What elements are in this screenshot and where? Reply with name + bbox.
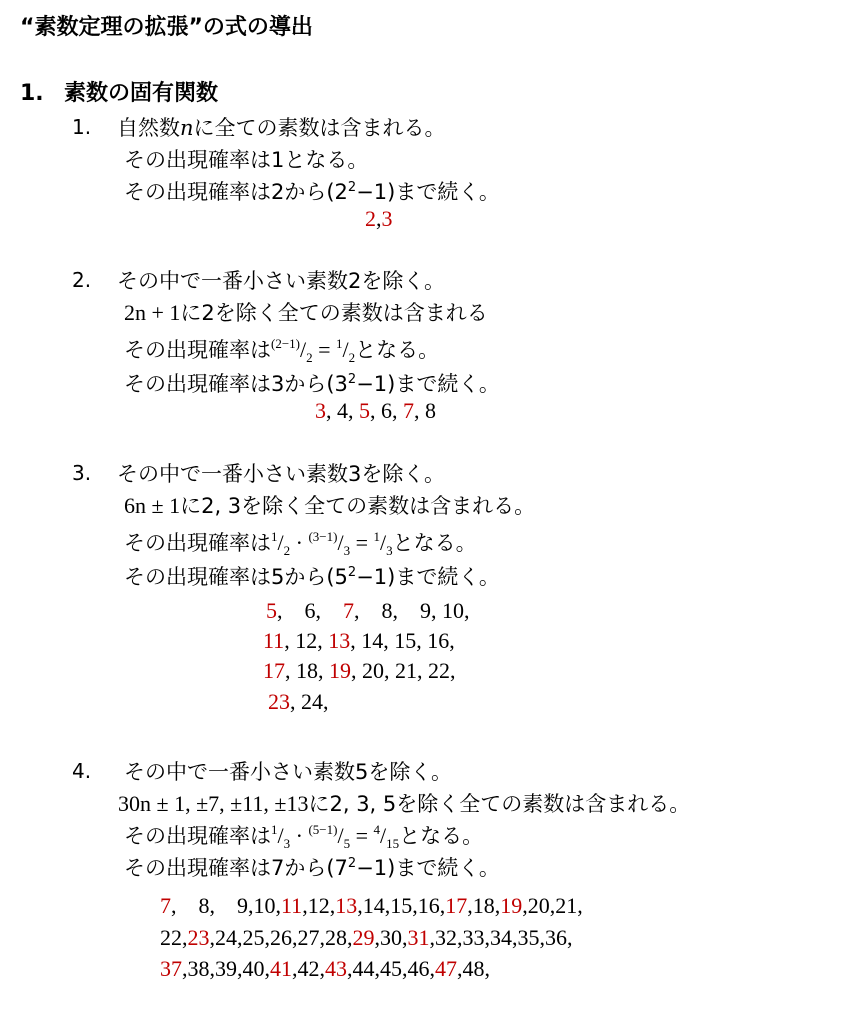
item-3-condition	[124, 490, 535, 520]
prime-number: 3	[381, 206, 393, 231]
separator: ,	[209, 893, 237, 918]
exponent: 2	[347, 180, 357, 195]
separator: ,	[567, 925, 573, 950]
item-4-row	[160, 925, 573, 951]
prime-number: 31	[407, 925, 430, 950]
separator: ,	[374, 925, 380, 950]
composite-number: 15	[394, 628, 417, 653]
composite-number: 38	[187, 956, 210, 981]
item-4-number: 4.	[72, 759, 92, 783]
separator: ,	[350, 628, 362, 653]
composite-number: 6	[381, 398, 392, 423]
separator: ,	[429, 956, 435, 981]
separator: ,	[319, 956, 325, 981]
separator: ,	[539, 925, 545, 950]
denominator: 2	[283, 543, 291, 558]
prime-number: 3	[315, 398, 326, 423]
page-title: “素数定理の拡張”の式の導出	[20, 15, 313, 40]
composite-number: 12	[295, 628, 318, 653]
composite-number: 46	[407, 956, 430, 981]
separator: ,	[182, 925, 188, 950]
separator: ,	[326, 398, 337, 423]
prime-number: 5	[266, 598, 277, 623]
separator: ,	[318, 658, 329, 683]
prime-number: 43	[325, 956, 347, 981]
separator: ,	[237, 925, 243, 950]
separator: ,	[264, 956, 270, 981]
equals: =	[312, 337, 337, 362]
formula: 6n ± 1	[124, 493, 181, 518]
prob-text: となる。	[355, 338, 440, 362]
condition-text: に2, 3を除く全ての素数は含まれる。	[180, 494, 536, 518]
range-text: その出現確率は7から(7	[124, 856, 348, 880]
composite-number: 48	[462, 956, 485, 981]
prime-number: 29	[352, 925, 375, 950]
separator: ,	[209, 956, 215, 981]
separator: ,	[450, 658, 456, 683]
denominator: 15	[386, 836, 400, 851]
separator: ,	[292, 956, 298, 981]
numerator: (5−1)	[308, 822, 338, 837]
prime-number: 17	[263, 658, 285, 683]
prime-number: 19	[329, 658, 351, 683]
item-3-probability	[124, 527, 477, 559]
separator: ,	[182, 956, 188, 981]
composite-number: 4	[337, 398, 348, 423]
composite-number: 24	[215, 925, 237, 950]
separator: ,	[323, 689, 329, 714]
composite-number: 22	[160, 925, 182, 950]
separator: ,	[392, 598, 420, 623]
composite-number: 34	[490, 925, 512, 950]
numerator: (2−1)	[271, 336, 300, 351]
composite-number: 24	[301, 689, 323, 714]
separator: ,	[414, 398, 425, 423]
item-3-range	[124, 561, 500, 591]
prob-text: となる。	[399, 824, 484, 848]
composite-number: 27	[297, 925, 320, 950]
item-2-range	[124, 368, 500, 398]
item-2-probability	[124, 334, 439, 366]
composite-number: 18	[296, 658, 318, 683]
prime-number: 13	[335, 893, 358, 918]
fraction: $^1/_3 \cdot ^{(5-1)}/_5 = ^4/_{15}$	[271, 822, 400, 851]
range-text: −1)まで続く。	[356, 565, 500, 589]
separator: ,	[376, 206, 382, 231]
separator: ,	[431, 598, 442, 623]
denominator: 3	[386, 543, 393, 558]
prime-number: 23	[268, 689, 290, 714]
separator: ,	[329, 893, 336, 918]
composite-number: 21	[395, 658, 417, 683]
item-1-range	[124, 176, 500, 206]
separator: ,	[449, 628, 455, 653]
prime-number: 13	[328, 628, 351, 653]
composite-number: 12	[307, 893, 330, 918]
composite-number: 6	[304, 598, 316, 623]
composite-number: 26	[270, 925, 292, 950]
separator: ,	[467, 893, 473, 918]
item-4-row	[160, 956, 490, 982]
composite-number: 30	[380, 925, 402, 950]
composite-number: 32	[435, 925, 457, 950]
separator: ,	[457, 956, 463, 981]
prob-text: その出現確率は	[124, 338, 271, 362]
composite-number: 9	[420, 598, 431, 623]
dot: ·	[290, 530, 309, 555]
section-title: 素数の固有関数	[64, 81, 219, 106]
condition-text: に2を除く全ての素数は含まれる	[180, 301, 488, 325]
section-number: 1.	[20, 81, 44, 106]
separator: ,	[348, 398, 359, 423]
range-text: −1)まで続く。	[356, 180, 500, 204]
separator: ,	[347, 925, 353, 950]
section-heading	[20, 76, 218, 107]
separator: ,	[317, 628, 329, 653]
composite-number: 16	[417, 893, 440, 918]
separator: ,	[351, 658, 362, 683]
item-2-sequence	[315, 398, 436, 424]
separator: ,	[354, 598, 382, 623]
exponent: 2	[347, 565, 357, 580]
item-3-row	[266, 598, 470, 624]
item-4-probability	[124, 820, 483, 852]
separator: ,	[302, 893, 308, 918]
prime-number: 23	[187, 925, 210, 950]
separator: ,	[264, 925, 270, 950]
separator: ,	[277, 598, 305, 623]
denominator: 3	[283, 836, 291, 851]
range-text: その出現確率は2から(2	[124, 180, 348, 204]
composite-number: 35	[517, 925, 540, 950]
item-1-sequence	[365, 206, 393, 232]
denominator: 2	[348, 350, 356, 365]
prime-number: 11	[281, 893, 303, 918]
prime-number: 47	[435, 956, 457, 981]
formula: 2n + 1	[124, 300, 181, 325]
composite-number: 10	[442, 598, 464, 623]
numerator: 1	[271, 822, 278, 837]
prime-number: 7	[343, 598, 354, 623]
prime-number: 41	[270, 956, 292, 981]
numerator: 1	[373, 529, 380, 544]
composite-number: 8	[198, 893, 210, 918]
separator: ,	[577, 893, 583, 918]
item-2-heading: その中で一番小さい素数2を除く。	[117, 269, 445, 293]
fraction: $^{(2-1)}/_2 = ^1/_2$	[271, 336, 356, 365]
composite-number: 8	[425, 398, 436, 423]
separator: ,	[357, 893, 363, 918]
denominator: 3	[343, 543, 351, 558]
range-text: その出現確率は5から(5	[124, 565, 348, 589]
denominator: 2	[306, 350, 313, 365]
separator: ,	[370, 398, 381, 423]
composite-number: 8	[381, 598, 393, 623]
exponent: 2	[347, 856, 357, 871]
composite-number: 39	[215, 956, 237, 981]
composite-number: 14	[362, 893, 385, 918]
separator: ,	[512, 925, 518, 950]
separator: ,	[484, 925, 490, 950]
equals: =	[350, 530, 374, 555]
separator: ,	[285, 658, 296, 683]
numerator: 1	[336, 336, 343, 351]
prime-number: 7	[160, 893, 171, 918]
separator: ,	[417, 658, 428, 683]
separator: ,	[464, 598, 470, 623]
separator: ,	[248, 893, 254, 918]
separator: ,	[171, 893, 199, 918]
separator: ,	[384, 893, 391, 918]
prime-number: 11	[263, 628, 285, 653]
separator: ,	[319, 925, 325, 950]
variable-n: n	[180, 116, 194, 140]
separator: ,	[275, 893, 281, 918]
numerator: 4	[373, 822, 380, 837]
separator: ,	[383, 628, 395, 653]
item-4-row	[160, 893, 583, 919]
exponent: 2	[347, 372, 357, 387]
composite-number: 18	[472, 893, 495, 918]
separator: ,	[457, 925, 463, 950]
separator: ,	[209, 925, 215, 950]
composite-number: 28	[325, 925, 347, 950]
composite-number: 44	[352, 956, 375, 981]
prob-text: となる。	[392, 531, 477, 555]
prob-text: その出現確率は	[124, 531, 271, 555]
composite-number: 25	[242, 925, 265, 950]
separator: ,	[347, 956, 353, 981]
separator: ,	[315, 598, 343, 623]
separator: ,	[412, 893, 418, 918]
separator: ,	[484, 956, 490, 981]
item-3-heading: その中で一番小さい素数3を除く。	[117, 462, 445, 486]
separator: ,	[392, 398, 403, 423]
item-3-row	[268, 689, 329, 715]
separator: ,	[429, 925, 435, 950]
composite-number: 14	[361, 628, 384, 653]
item-4-heading: その中で一番小さい素数5を除く。	[124, 760, 452, 784]
composite-number: 16	[427, 628, 450, 653]
composite-number: 40	[242, 956, 265, 981]
separator: ,	[522, 893, 528, 918]
separator: ,	[416, 628, 428, 653]
composite-number: 20	[362, 658, 384, 683]
prime-number: 7	[403, 398, 414, 423]
fraction: $^1/_2 \cdot ^{(3-1)}/_3 = ^1/_3$	[271, 529, 393, 558]
item-3-row	[263, 628, 455, 654]
item-3-row	[263, 658, 456, 684]
heading-text: に全ての素数は含まれる。	[193, 116, 446, 140]
prob-text: その出現確率は	[124, 824, 271, 848]
prime-number: 37	[160, 956, 182, 981]
numerator: 1	[271, 529, 278, 544]
separator: ,	[402, 956, 408, 981]
composite-number: 10	[253, 893, 276, 918]
separator: ,	[237, 956, 243, 981]
composite-number: 36	[545, 925, 567, 950]
separator: ,	[290, 689, 301, 714]
item-1-number: 1.	[72, 115, 92, 139]
item-1-probability: その出現確率は1となる。	[124, 148, 369, 172]
item-2-number: 2.	[72, 268, 92, 292]
heading-text: 自然数	[117, 116, 180, 140]
dot: ·	[290, 823, 309, 848]
composite-number: 21	[555, 893, 578, 918]
separator: ,	[374, 956, 380, 981]
numerator: (3−1)	[308, 529, 338, 544]
composite-number: 45	[380, 956, 402, 981]
separator: ,	[549, 893, 556, 918]
range-text: −1)まで続く。	[356, 372, 500, 396]
separator: ,	[284, 628, 296, 653]
equals: =	[350, 823, 374, 848]
item-2-condition	[124, 297, 488, 327]
condition-text: に2, 3, 5を除く全ての素数は含まれる。	[308, 792, 691, 816]
composite-number: 20	[527, 893, 550, 918]
range-text: −1)まで続く。	[356, 856, 500, 880]
composite-number: 42	[297, 956, 320, 981]
item-3-number: 3.	[72, 461, 92, 485]
separator: ,	[402, 925, 408, 950]
composite-number: 15	[390, 893, 413, 918]
denominator: 5	[343, 836, 351, 851]
composite-number: 33	[462, 925, 485, 950]
prime-number: 2	[365, 206, 376, 231]
separator: ,	[384, 658, 395, 683]
separator: ,	[292, 925, 298, 950]
item-4-range	[124, 852, 500, 882]
separator: ,	[494, 893, 501, 918]
range-text: その出現確率は3から(3	[124, 372, 348, 396]
prime-number: 19	[500, 893, 523, 918]
composite-number: 9	[237, 893, 248, 918]
composite-number: 22	[428, 658, 450, 683]
item-1-heading	[117, 112, 446, 142]
separator: ,	[439, 893, 446, 918]
item-4-condition	[118, 788, 690, 818]
prime-number: 5	[359, 398, 370, 423]
prime-number: 17	[445, 893, 468, 918]
formula: 30n ± 1, ±7, ±11, ±13	[118, 791, 309, 816]
